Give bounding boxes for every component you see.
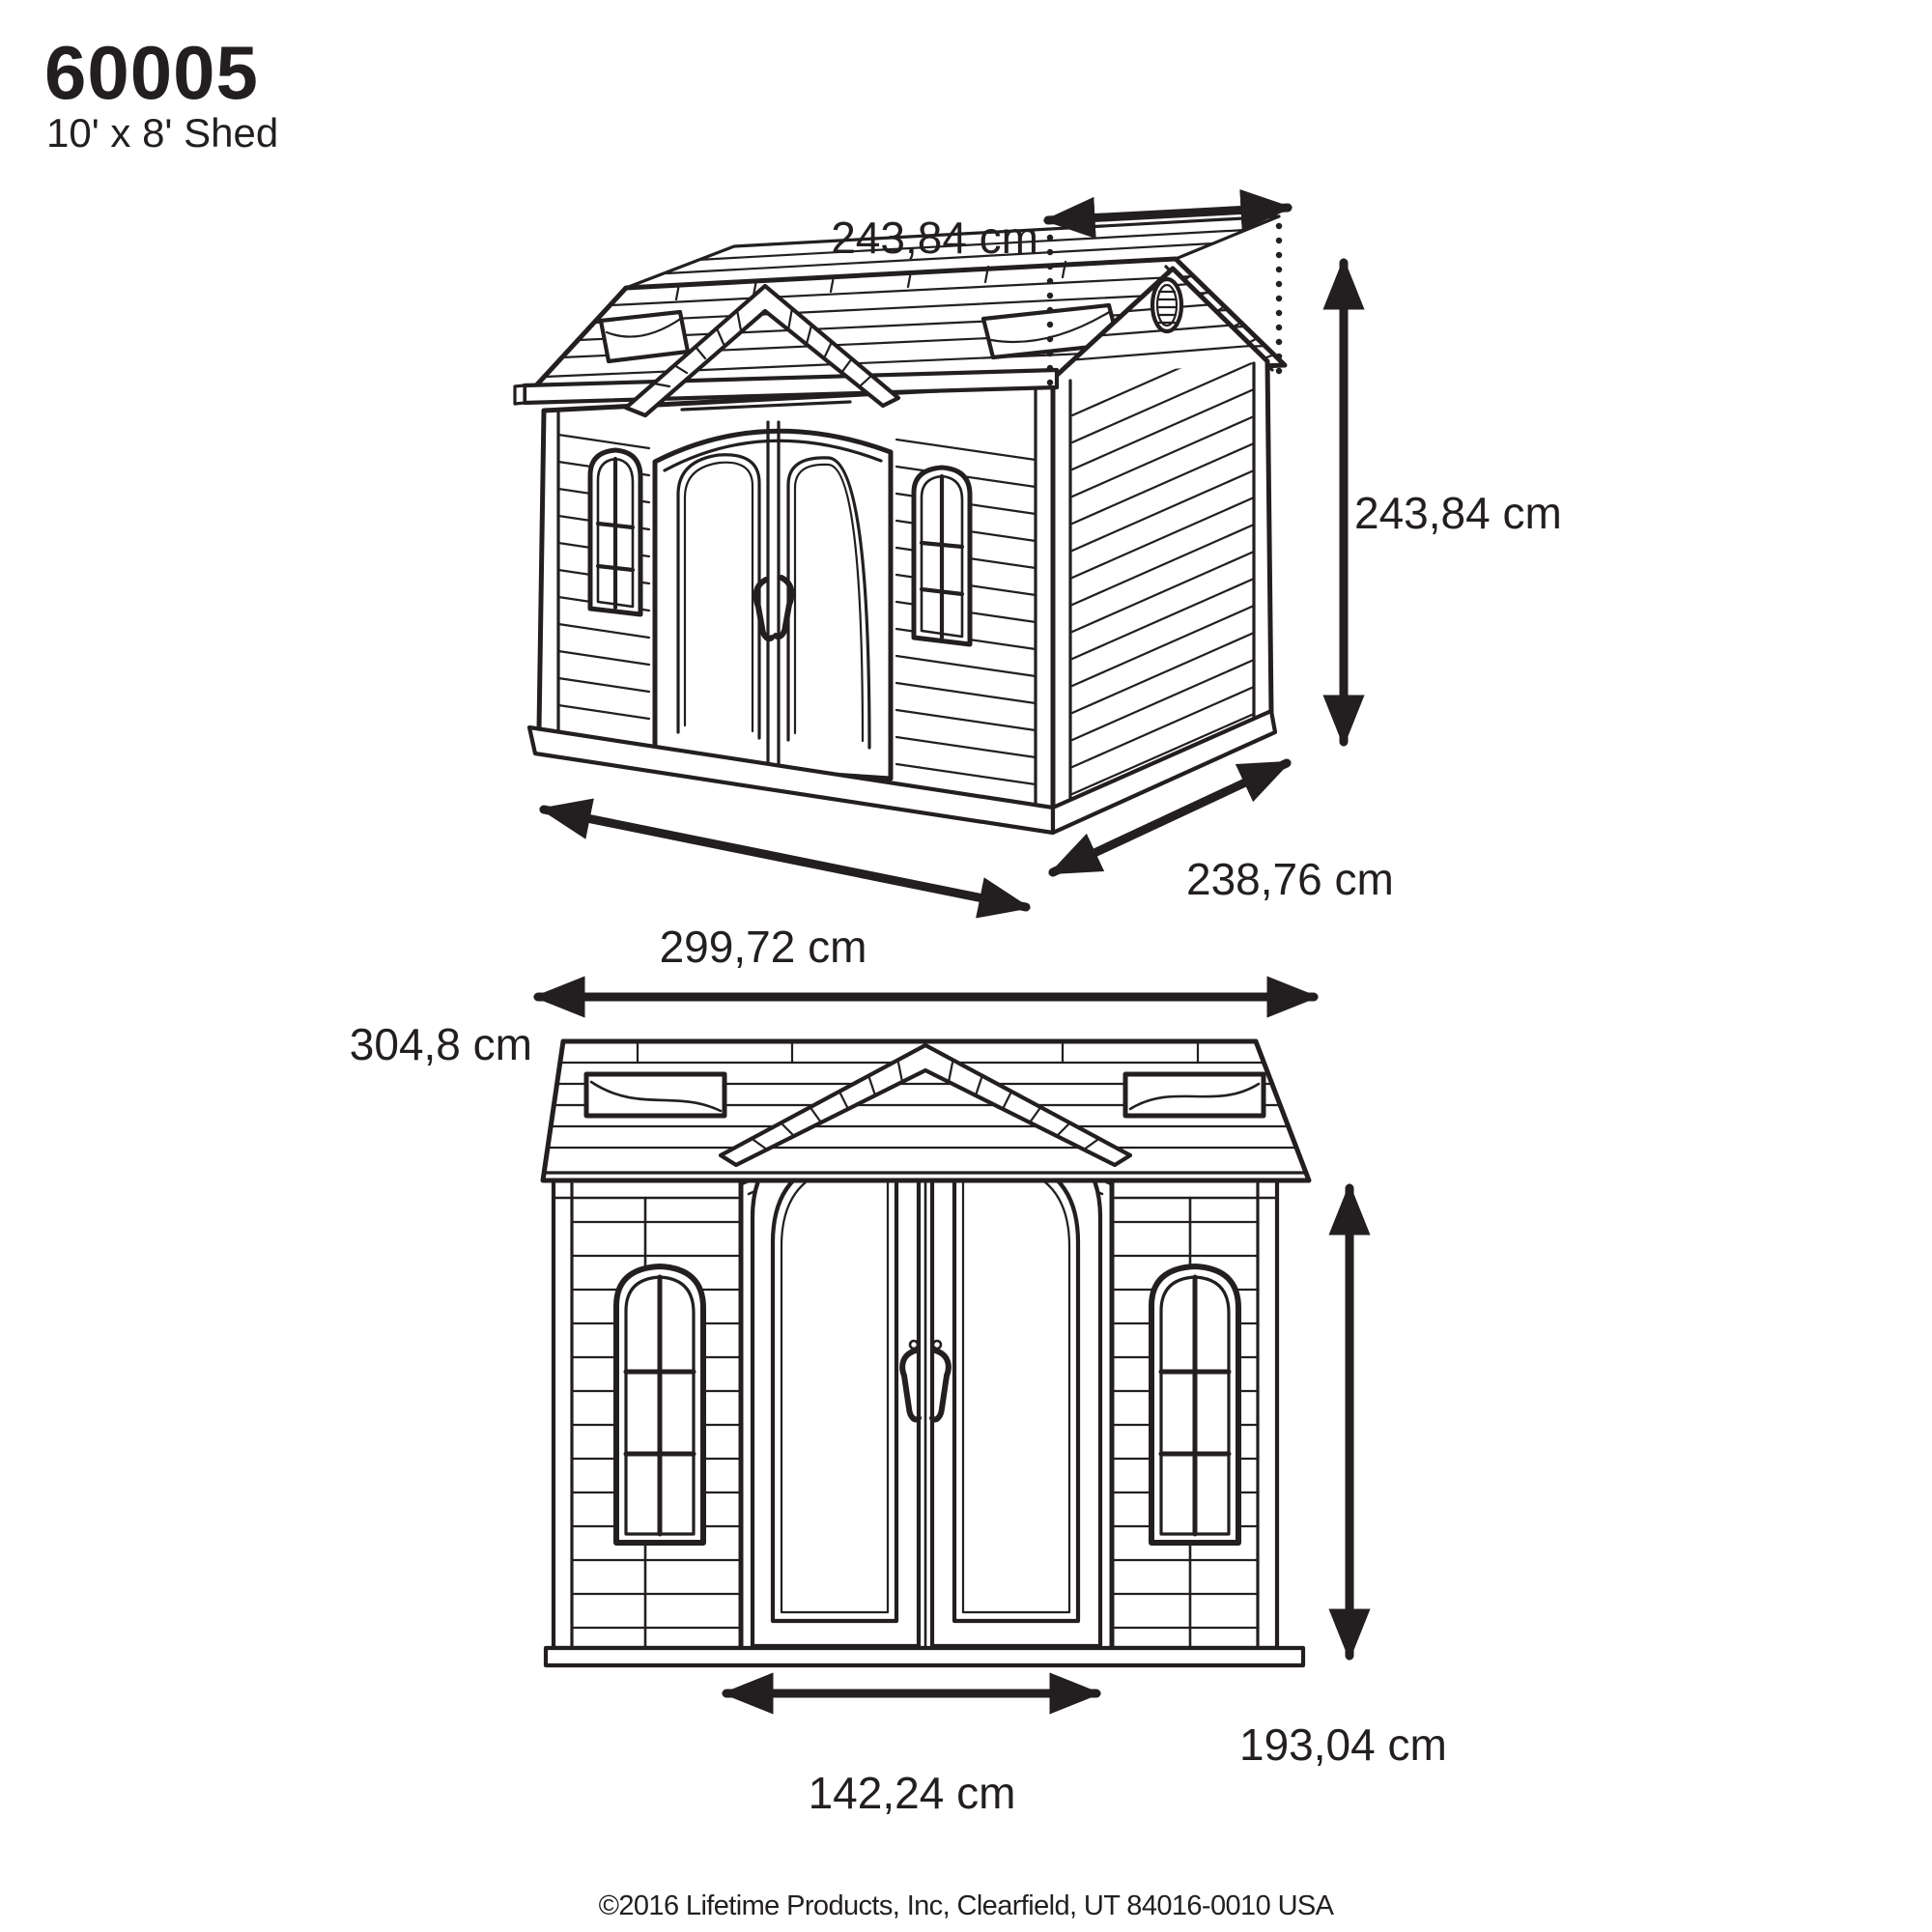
title-block xyxy=(44,30,278,156)
double-doors xyxy=(655,422,891,784)
model-number: 60005 xyxy=(44,30,259,115)
gable-vent xyxy=(1152,279,1181,331)
height-label: 243,84 cm xyxy=(1354,488,1562,538)
elevation-skylight-left xyxy=(586,1074,724,1116)
elevation-window-left xyxy=(616,1266,703,1543)
perspective-view xyxy=(515,208,1562,972)
elevation-doors xyxy=(741,1121,1112,1648)
side-depth-label: 238,76 cm xyxy=(1186,854,1394,904)
elevation-window-right xyxy=(1151,1266,1238,1543)
front-elevation-view xyxy=(350,997,1447,1818)
product-name: 10' x 8' Shed xyxy=(46,110,279,156)
front-width-label: 299,72 cm xyxy=(659,922,867,972)
door-width-label: 142,24 cm xyxy=(808,1768,1016,1818)
front-window-left xyxy=(590,450,640,614)
roof-skylight-left xyxy=(601,312,688,361)
roof-depth-label: 243,84 cm xyxy=(831,213,1038,263)
wall-height-label: 193,04 cm xyxy=(1239,1719,1447,1770)
overall-width-label: 304,8 cm xyxy=(349,1019,532,1069)
copyright-text: ©2016 Lifetime Products, Inc, Clearfield, UT 84016-0010 USA xyxy=(598,1890,1334,1921)
front-window-right xyxy=(914,468,970,644)
front-width-arrow xyxy=(544,810,1026,907)
elevation-skylight-right xyxy=(1125,1074,1264,1116)
elevation-base xyxy=(546,1648,1303,1665)
